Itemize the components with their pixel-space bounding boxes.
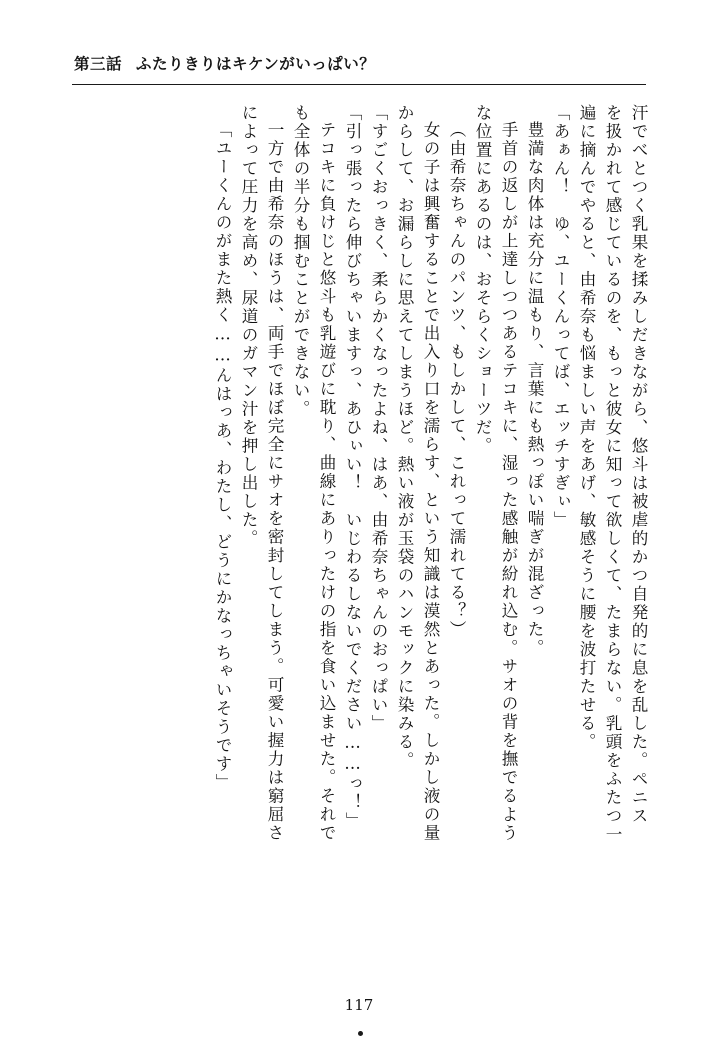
text-line: 遍に摘んでやると、由希奈も悩ましい声をあげ、敏感そうに腰を波打たせる。 <box>577 104 596 752</box>
text-line: 「あぁん！ ゆ、ユーくんってば、エッチすぎぃ」 <box>551 104 570 530</box>
text-line: を扱かれて感じているのを、もっと彼女に知って欲しくて、たまらない。乳頭をふたつ一 <box>603 104 622 844</box>
chapter-heading <box>74 52 375 74</box>
text-line: によって圧力を高め、尿道のガマン汁を押し出した。 <box>239 104 258 548</box>
chapter-title: ふたりきりはキケンがいっぱい？ <box>136 54 376 73</box>
header-divider <box>72 84 646 85</box>
text-line: 汗でべとつく乳果を揉みしだきながら、悠斗は被虐的かつ自発的に息を乱した。ペニス <box>629 104 648 826</box>
text-line: 女の子は興奮することで出入り口を濡らす、という知識は漠然とあった。しかし液の量 <box>421 121 440 843</box>
text-line: も全体の半分も掴むことができない。 <box>291 104 310 419</box>
text-line: テコキに負けじと悠斗も乳遊びに耽り、曲線にありったけの指を食い込ませた。それで <box>317 121 336 843</box>
footer-mark-icon <box>358 1031 363 1036</box>
text-line: 手首の返しが上達しつつあるテコキに、湿った感触が紛れ込む。サオの背を撫でるよう <box>499 121 518 843</box>
text-line: な位置にあるのは、おそらくショーツだ。 <box>473 104 492 456</box>
chapter-number: 第三話 <box>74 54 123 73</box>
text-line: 「引っ張ったら伸びちゃいますっ、あひぃい！ いじわるしないでください……っ！」 <box>343 104 362 831</box>
text-line: 豊満な肉体は充分に温もり、言葉にも熱っぽい喘ぎが混ざった。 <box>525 121 544 658</box>
text-line: 「ユーくんのがまた熱く……んはっあ、わたし、どうにかなっちゃいそうです」 <box>213 121 232 792</box>
page-number: 117 <box>344 996 374 1014</box>
vertical-text-body <box>70 104 646 974</box>
text-line: 「すごくおっきく、柔らかくなったよね、はあ、由希奈ちゃんのおっぱい」 <box>369 104 388 733</box>
text-line: からして、お漏らしに思えてしまうほど。熱い液が玉袋のハンモックに染みる。 <box>395 104 414 770</box>
text-line: （由希奈ちゃんのパンツ、もしかして、これって濡れてる？） <box>447 121 466 639</box>
text-line: 一方で由希奈のほうは、両手でほぼ完全にサオを密封してしまう。可愛い握力は窮屈さ <box>265 121 284 843</box>
